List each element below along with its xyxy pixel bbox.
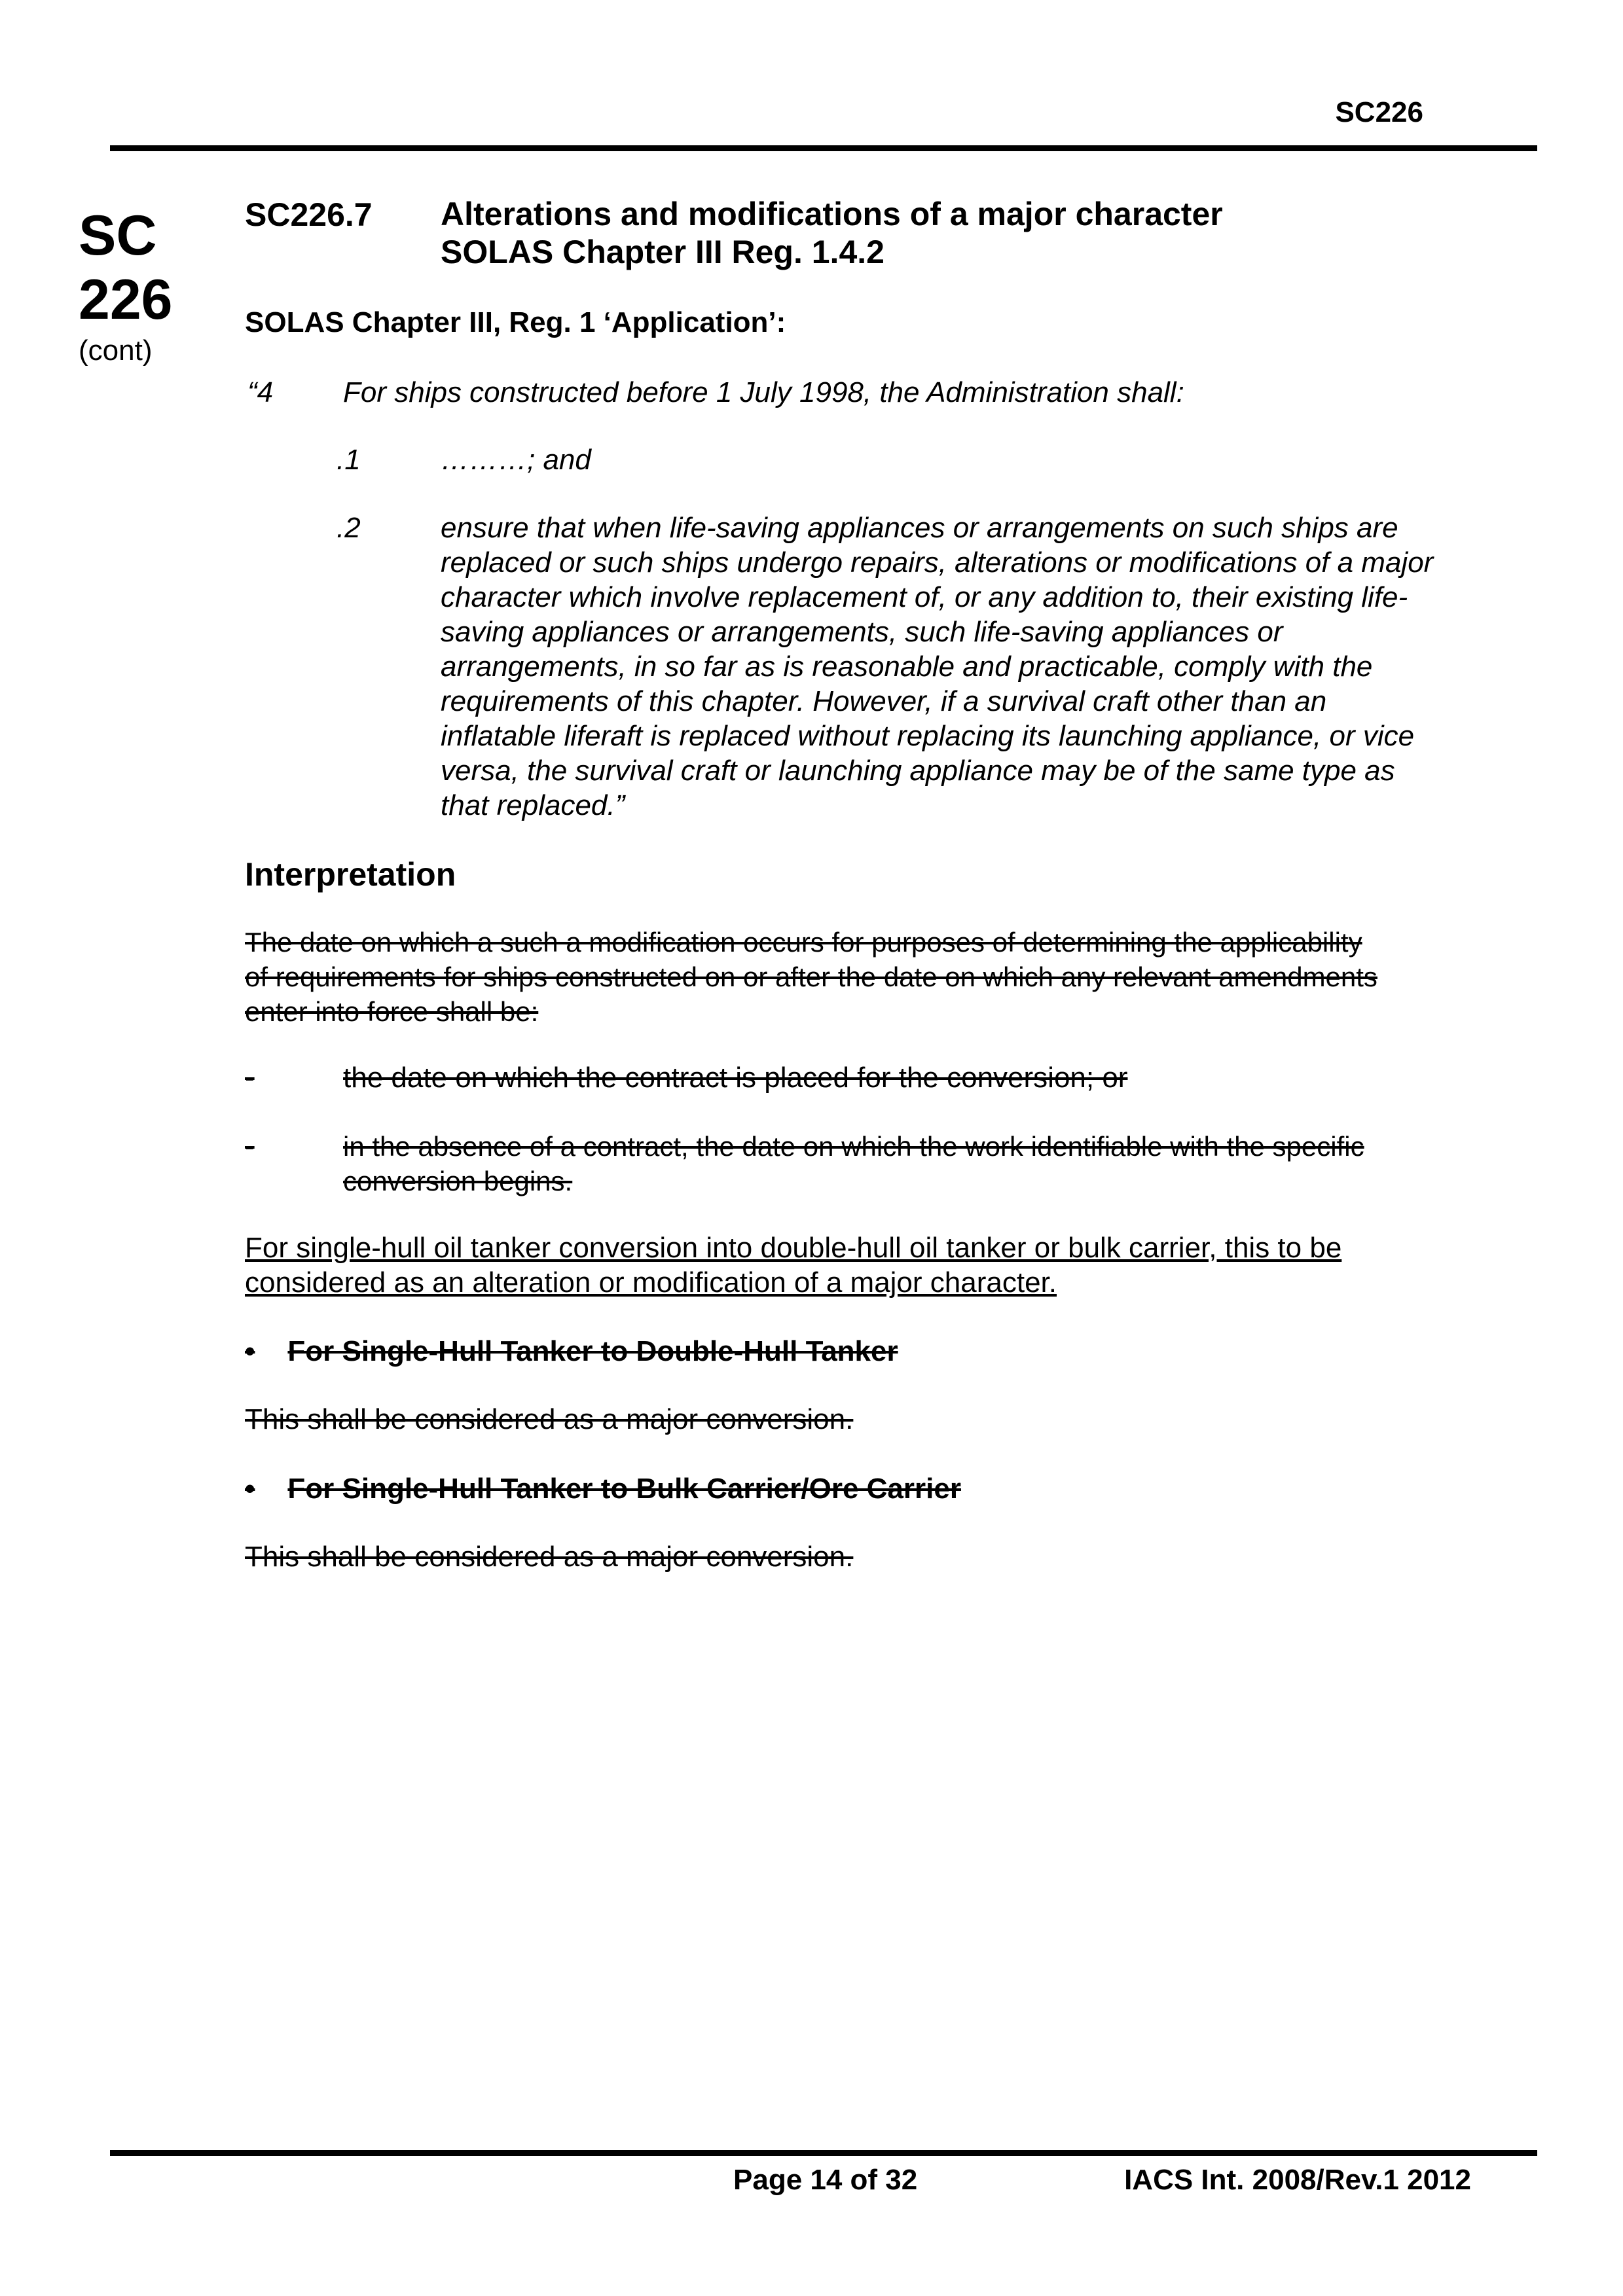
quote-sub2-line: inflatable liferaft is replaced without replacing its launching appliance, or vice (441, 720, 1415, 752)
deleted-dash-item-2 (343, 1129, 1364, 1198)
added-paragraph (245, 1230, 1476, 1300)
header-code: SC226 (1335, 96, 1423, 128)
deleted-paragraph-line: enter into force shall be: (245, 996, 539, 1027)
bullet-icon: • (245, 1335, 255, 1367)
section-number: SC226.7 (245, 196, 373, 233)
quote-sub2-line: arrangements, in so far as is reasonable and practicable, comply with the (441, 651, 1373, 683)
footer-document-id: IACS Int. 2008/Rev.1 2012 (1124, 2164, 1471, 2196)
deleted-bullet-2-text: This shall be considered as a major conversion. (245, 1541, 854, 1573)
quote-sub1-number: .1 (337, 444, 361, 476)
section-title-line1: Alterations and modifications of a major character (441, 196, 1223, 232)
quote-sub2-number: .2 (337, 512, 361, 544)
footer-rule (110, 2150, 1537, 2156)
section-title (441, 195, 1223, 271)
deleted-bullet-1 (245, 1333, 898, 1371)
dash-bullet-1: - (245, 1062, 255, 1094)
dash-bullet-2: - (245, 1130, 255, 1162)
quote-sub1-text: ………; and (441, 444, 591, 476)
bullet-icon: • (245, 1473, 255, 1505)
added-paragraph-line: considered as an alteration or modification of a major character. (245, 1266, 1057, 1299)
added-paragraph-line: For single-hull oil tanker conversion into double-hull oil tanker or bulk carrier, this to be (245, 1232, 1342, 1264)
sidebar-code-prefix: SC (79, 204, 157, 267)
quote-sub2-line: saving appliances or arrangements, such life-saving appliances or (441, 616, 1283, 648)
deleted-bullet-1-heading: For Single-Hull Tanker to Double-Hull Tanker (287, 1335, 898, 1367)
deleted-paragraph-line: of requirements for ships constructed on or after the date on which any relevant amendments (245, 961, 1377, 992)
quote-sub2-line: that replaced.” (441, 789, 625, 821)
sidebar-code-number: 226 (79, 268, 173, 331)
quote-sub2-line: requirements of this chapter. However, if a survival craft other than an (441, 685, 1327, 717)
interpretation-heading: Interpretation (245, 856, 456, 893)
deleted-dash-item-2-line: in the absence of a contract, the date on which the work identifiable with the specific (343, 1131, 1364, 1162)
deleted-bullet-2-heading: For Single-Hull Tanker to Bulk Carrier/Ore Carrier (287, 1473, 961, 1505)
deleted-bullet-2 (245, 1470, 961, 1508)
deleted-dash-item-1: the date on which the contract is placed for the conversion; or (343, 1062, 1128, 1094)
deleted-dash-item-2-line: conversion begins. (343, 1166, 573, 1196)
regulation-subheading: SOLAS Chapter III, Reg. 1 ‘Application’: (245, 306, 786, 338)
header-rule (110, 145, 1537, 151)
quote-item4-number: “4 (247, 376, 274, 408)
quote-sub2-text (441, 511, 1488, 823)
quote-sub2-line: replaced or such ships undergo repairs, alterations or modifications of a major (441, 547, 1434, 579)
quote-item4-text: For ships constructed before 1 July 1998, the Administration shall: (343, 376, 1184, 408)
sidebar-cont: (cont) (79, 334, 153, 367)
quote-sub2-line: versa, the survival craft or launching appliance may be of the same type as (441, 755, 1395, 787)
quote-sub2-line: character which involve replacement of, or any addition to, their existing life- (441, 581, 1408, 613)
deleted-paragraph (245, 925, 1476, 1029)
footer-page-number: Page 14 of 32 (733, 2164, 918, 2196)
section-title-line2: SOLAS Chapter III Reg. 1.4.2 (441, 234, 884, 270)
quote-sub2-line: ensure that when life-saving appliances or arrangements on such ships are (441, 512, 1398, 544)
deleted-bullet-1-text: This shall be considered as a major conversion. (245, 1403, 854, 1435)
deleted-paragraph-line: The date on which a such a modification occurs for purposes of determining the applicability (245, 927, 1362, 958)
